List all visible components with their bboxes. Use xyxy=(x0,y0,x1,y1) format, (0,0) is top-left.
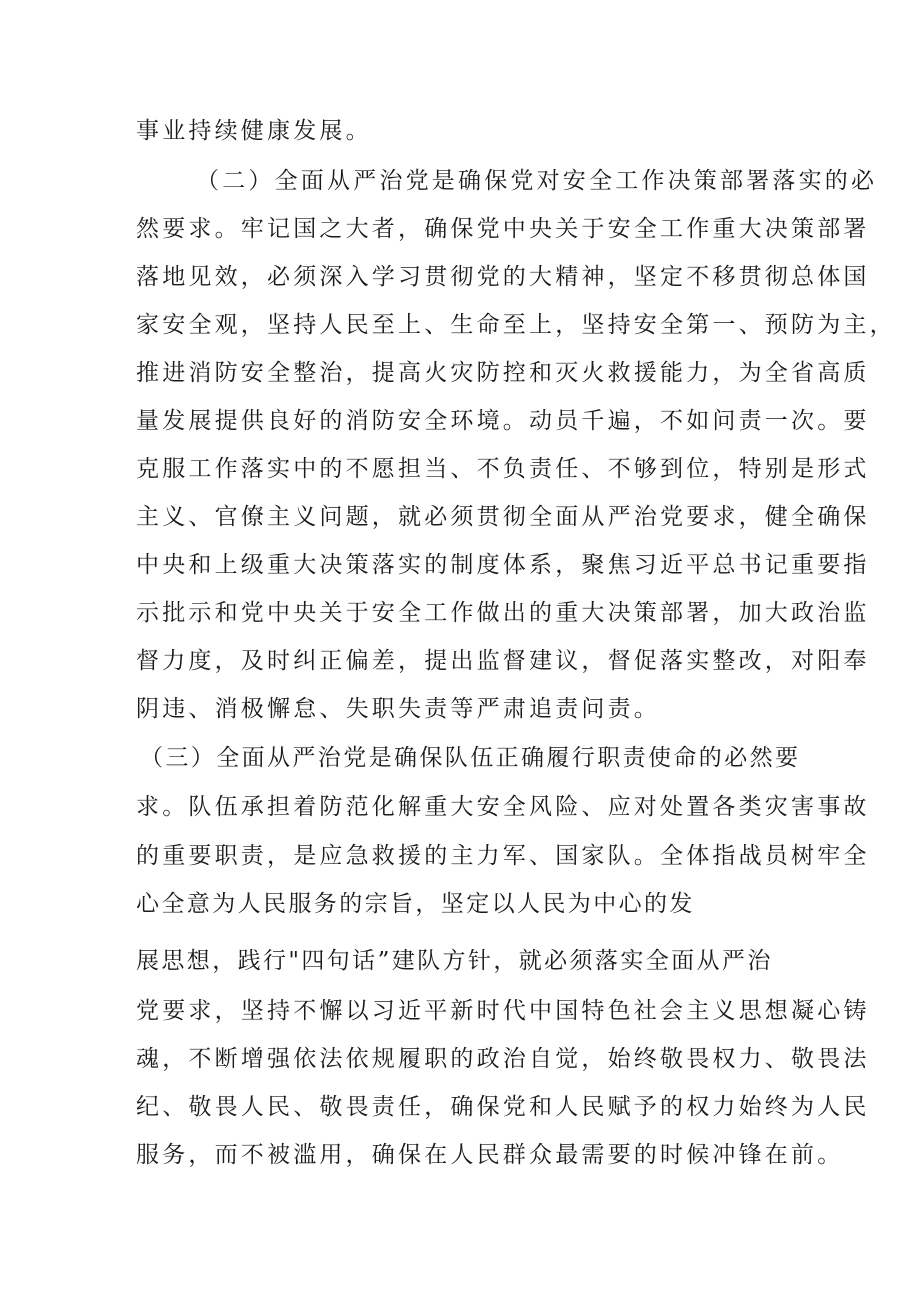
text-line-1: 事业持续健康发展。 xyxy=(136,118,372,144)
text-line-14: （三）全面从严治党是确保队伍正确履行职责使命的必然要 xyxy=(140,745,801,771)
text-line-6: 推进消防安全整治，提高火灾防控和灭火救援能力，为全省高质 xyxy=(136,360,870,386)
text-line-9: 主义、官僚主义问题，就必须贯彻全面从严治党要求，健全确保 xyxy=(136,504,870,530)
text-line-13: 阴违、消极懈怠、失职失责等严肃追责问责。 xyxy=(136,696,660,722)
text-line-20: 魂，不断增强依法依规履职的政治自觉，始终敬畏权力、敬畏法 xyxy=(136,1046,870,1072)
text-line-16: 的重要职责，是应急救援的主力军、国家队。全体指战员树牢全 xyxy=(136,843,870,869)
text-line-5: 家安全观，坚持人民至上、生命至上，坚持安全第一、预防为主， xyxy=(136,312,896,338)
text-line-3: 然要求。牢记国之大者，确保党中央关于安全工作重大决策部署 xyxy=(136,216,870,242)
text-line-8: 克服工作落实中的不愿担当、不负责任、不够到位，特别是形式 xyxy=(136,456,870,482)
text-line-2: （二）全面从严治党是确保党对安全工作决策部署落实的必 xyxy=(196,168,878,194)
text-line-11: 示批示和党中央关于安全工作做出的重大决策部署，加大政治监 xyxy=(136,600,870,626)
text-line-18: 展思想，践行"四句话”建队方针，就必须落实全面从严治 xyxy=(136,948,773,974)
text-line-12: 督力度，及时纠正偏差，提出监督建议，督促落实整改，对阳奉 xyxy=(136,648,870,674)
text-line-22: 服务，而不被滥用，确保在人民群众最需要的时候冲锋在前。 xyxy=(136,1142,844,1168)
text-line-4: 落地见效，必须深入学习贯彻党的大精神，坚定不移贯彻总体国 xyxy=(136,264,870,290)
text-line-17: 心全意为人民服务的宗旨，坚定以人民为中心的发 xyxy=(136,891,695,917)
text-line-21: 纪、敬畏人民、敬畏责任，确保党和人民赋予的权力始终为人民 xyxy=(136,1094,870,1120)
text-line-7: 量发展提供良好的消防安全环境。动员千遍，不如问责一次。要 xyxy=(136,408,870,434)
text-line-19: 党要求，坚持不懈以习近平新时代中国特色社会主义思想凝心铸 xyxy=(136,998,870,1024)
text-line-10: 中央和上级重大决策落实的制度体系，聚焦习近平总书记重要指 xyxy=(136,552,870,578)
text-line-15: 求。队伍承担着防范化解重大安全风险、应对处置各类灾害事故 xyxy=(136,794,870,820)
